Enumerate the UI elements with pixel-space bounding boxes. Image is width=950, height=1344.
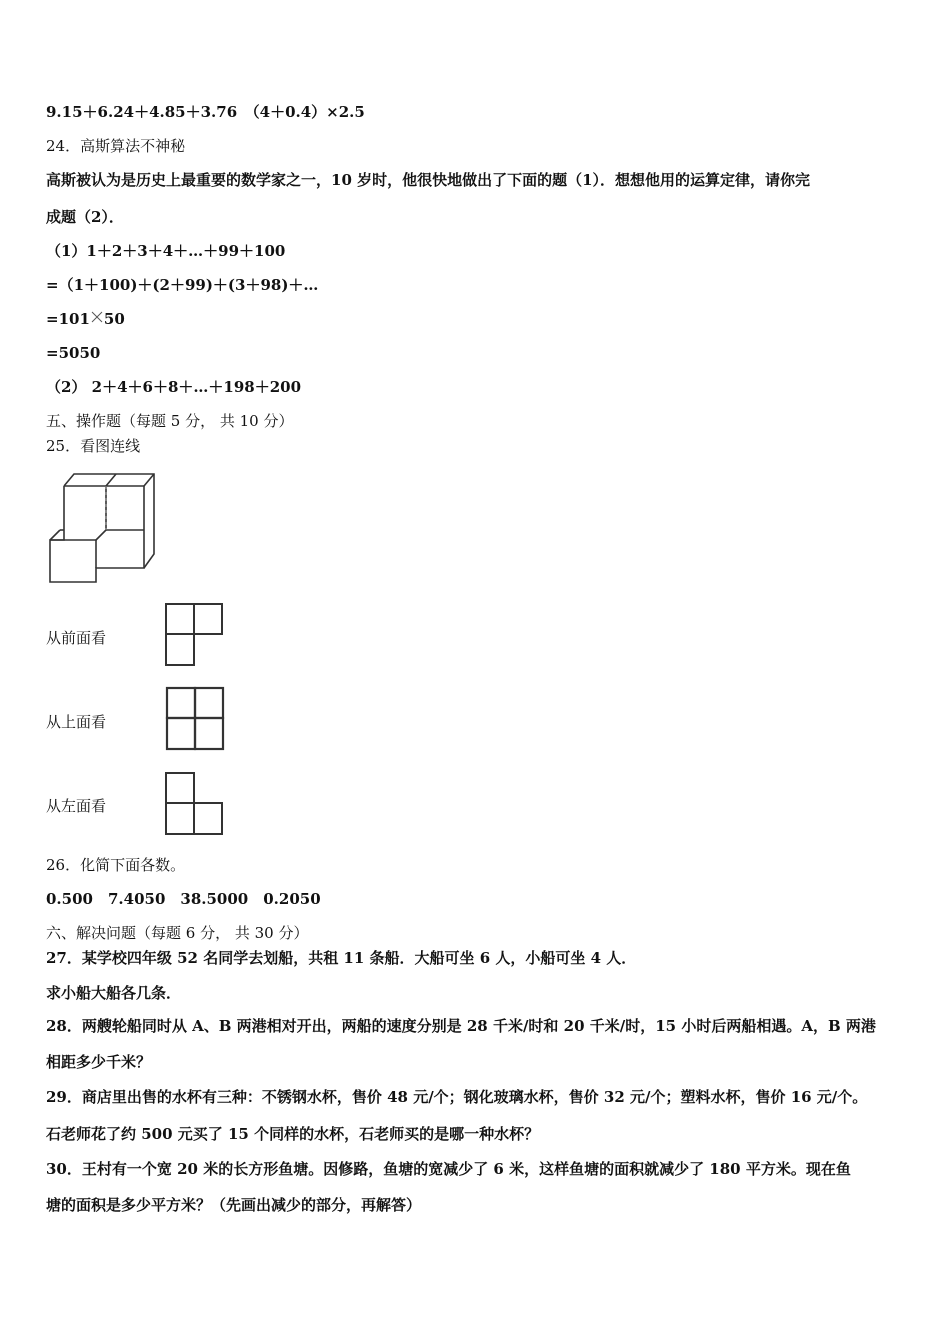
q28-line-2: 相距多少千米？	[46, 1053, 152, 1071]
q25-title: 25．看图连线	[46, 437, 141, 455]
q24-step-4: =5050	[46, 344, 101, 362]
q24-step-3-left: =101	[46, 310, 90, 328]
q24-paragraph-1: 高斯被认为是历史上最重要的数学家之一，10 岁时，他很快地做出了下面的题（1）．想想他用的运算定律，请你完	[46, 171, 811, 189]
q24-step-3	[46, 309, 125, 329]
q29-line-2: 石老师花了约 500 元买了 15 个同样的水杯，石老师买的是哪一种水杯？	[46, 1125, 540, 1143]
times-icon	[90, 310, 104, 324]
q24-step-3-right: 50	[103, 310, 125, 328]
q26-numbers: 0.500 7.4050 38.5000 0.2050	[46, 890, 321, 908]
q27-line-2: 求小船大船各几条．	[46, 984, 182, 1002]
q24-paragraph-2: 成题（2）．	[46, 208, 124, 226]
q24-title: 24．高斯算法不神秘	[46, 137, 186, 155]
front-view-figure[interactable]	[163, 601, 225, 669]
section-6-heading: 六、解决问题（每题 6 分， 共 30 分）	[46, 924, 309, 942]
q24-step-2: =（1＋100)＋(2＋99)＋(3＋98)＋…	[46, 276, 319, 294]
left-view-figure[interactable]	[163, 770, 225, 838]
q30-line-1: 30．王村有一个宽 20 米的长方形鱼塘。因修路，鱼塘的宽减少了 6 米，这样鱼塘的面积就减少了 180 平方米。现在鱼	[46, 1160, 851, 1178]
section-5-heading: 五、操作题（每题 5 分， 共 10 分）	[46, 412, 294, 430]
q29-line-1: 29．商店里出售的水杯有三种：不锈钢水杯，售价 48 元/个；钢化玻璃水杯，售价 32 元/个；塑料水杯，售价 16 元/个。	[46, 1088, 868, 1106]
q30-line-2: 塘的面积是多少平方米？（先画出减少的部分，再解答）	[46, 1196, 422, 1214]
top-view-figure[interactable]	[163, 684, 229, 754]
expression-line: 9.15＋6.24＋4.85＋3.76 （4＋0.4）×2.5	[46, 103, 365, 121]
solid-figure	[44, 470, 160, 588]
view-top-label: 从上面看	[46, 713, 107, 731]
q26-title: 26．化简下面各数。	[46, 856, 186, 874]
q24-step-1: （1）1＋2＋3＋4＋…＋99＋100	[46, 242, 286, 260]
q28-line-1: 28．两艘轮船同时从 A、B 两港相对开出，两船的速度分别是 28 千米/时和 20 千米/时，15 小时后两船相遇。A，B 两港	[46, 1017, 876, 1035]
view-left-label: 从左面看	[46, 797, 107, 815]
view-front-label: 从前面看	[46, 629, 107, 647]
q24-step-5: （2） 2＋4＋6＋8＋…＋198＋200	[46, 378, 302, 396]
q27-line-1: 27．某学校四年级 52 名同学去划船，共租 11 条船．大船可坐 6 人，小船可坐 4 人．	[46, 949, 637, 967]
